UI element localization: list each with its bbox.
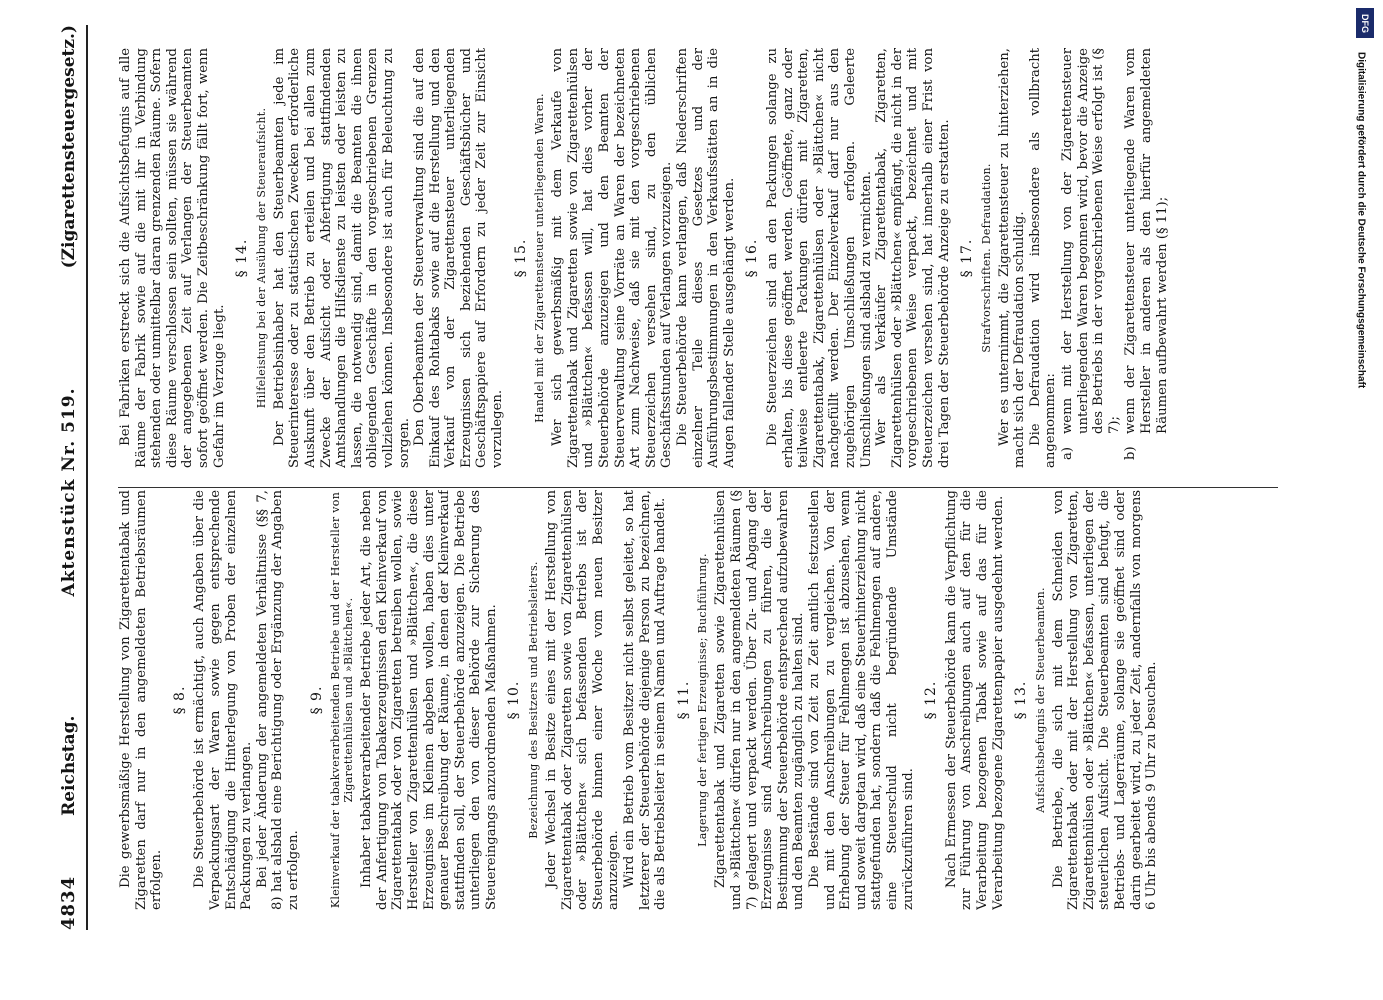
section-number: § 9. xyxy=(308,685,325,715)
header-center-title: Aktenstück Nr. 519. xyxy=(59,387,79,597)
section-heading: Lagerung der fertigen Erzeugnisse; Buchführung. xyxy=(696,553,710,847)
digitization-note xyxy=(1350,8,1372,998)
paragraph: Die Steuerbehörde ist ermächtigt, auch Angaben über die Verpackungsart der Waren sowie gegen entsprechende Entschädigung die Hinterlegung von Proben der einzelnen Packungen zu verlangen. xyxy=(192,490,255,910)
section-number: § 8. xyxy=(171,685,188,715)
column-divider xyxy=(118,487,1278,488)
section-heading: Handel mit der Zigarettensteuer unterliegenden Waren. xyxy=(533,93,547,423)
page-header xyxy=(58,25,86,930)
paragraph: Zigarettentabak und Zigaretten sowie Zigarettenhülsen und »Blättchen« dürfen nur in den angemeldeten Räumen (§ 7) gelagert und verpackt werden. Über Zu- und Abgang der Erzeugnisse sind Anschreibungen zu führen, die der Bestimmung der Steuerbehörde entsprechend aufzubewahren und den Beamten zugänglich zu halten sind. xyxy=(713,490,807,910)
dfg-logo: DFG xyxy=(1356,8,1374,38)
list-item xyxy=(1123,48,1170,468)
section-number: § 13. xyxy=(1013,680,1030,720)
paragraph: Wer es unternimmt, die Zigarettensteuer zu hinterziehen, macht sich der Defraudation schuldig. xyxy=(996,48,1028,468)
header-left-title: Reichstag. xyxy=(59,715,79,816)
paragraph: Wer als Verkäufer Zigarettentabak, Zigaretten, Zigarettenhülsen oder »Blättchen« empfängt, die nicht in der vorgeschriebenen Weise verpackt, bezeichnet und mit Steuerzeichen versehen sind, hat innerhalb einer Frist von drei Tagen der Steuerbehörde Anzeige zu erstatten. xyxy=(874,48,952,468)
right-column xyxy=(118,48,1298,468)
paragraph: Bei Fabriken erstreckt sich die Aufsichtsbefugnis auf alle Räume der Fabrik sowie auf die mit ihr in Verbindung stehenden oder unmittelbar daran grenzenden Räume. Sofern diese Räume verschlossen sein sollten, müssen sie während der angegebenen Zeit auf Verlangen der Steuerbeamten sofort geöffnet werden. Die Zeitbeschränkung fällt fort, wenn Gefahr im Verzuge liegt. xyxy=(118,48,227,468)
paragraph: Inhaber tabakverarbeitender Betriebe jeder Art, die neben der Anfertigung von Tabakerzeugnissen den Kleinverkauf von Zigarettentabak oder von Zigaretten betreiben wollen, sowie Hersteller von Zigarettenhülsen und »Blättchen«, die diese Erzeugnisse im Kleinen abgeben wollen, haben dies unter genauer Beschreibung der Räume, in denen der Kleinverkauf stattfinden soll, der Steuerbehörde anzuzeigen. Die Betriebe unterliegen den von dieser Behörde zur Sicherung des Steuereingangs anzuordnenden Maßnahmen. xyxy=(359,490,499,910)
section-number: § 16. xyxy=(744,238,761,278)
digitization-note-text: Digitalisierung gefördert durch die Deutsche Forschungsgemeinschaft xyxy=(1355,52,1367,389)
paragraph: Wird ein Betrieb vom Besitzer nicht selbst geleitet, so hat letzterer der Steuerbehörde diejenige Person zu bezeichnen, die als Betriebsleiter in seinem Namen und Auftrage handelt. xyxy=(622,490,669,910)
header-rule xyxy=(86,25,88,930)
list-item xyxy=(1060,48,1122,468)
section-number: § 14. xyxy=(234,238,251,278)
section-number: § 17. xyxy=(959,238,976,278)
section-heading: Bezeichnung des Besitzers und Betriebsleiters. xyxy=(527,561,541,839)
list-item-label: a) xyxy=(1060,446,1076,460)
page-number: 4834 xyxy=(58,875,79,930)
paragraph: Die Steuerbehörde kann verlangen, daß Niederschriften einzelner Teile dieses Gesetzes und der Ausführungsbestimmungen in den Verkaufsstätten an in die Augen fallender Stelle ausgehängt werden. xyxy=(675,48,737,468)
list-item-text: wenn der Zigarettensteuer unterliegende Waren vom Hersteller in anderen als den hierfür angemeldeten Räumen aufbewahrt werden (§ 11); xyxy=(1123,48,1170,434)
paragraph: Nach Ermessen der Steuerbehörde kann die Verpflichtung zur Führung von Anschreibungen auch auf den für die Verarbeitung bezogenen Tabak sowie auf das für die Verarbeitung bezogene Zigarettenpapier ausgedehnt werden. xyxy=(943,490,1006,910)
paragraph: Der Betriebsinhaber hat den Steuerbeamten jede im Steuerinteresse oder zu statistischen Zwecken erforderliche Auskunft über den Betrieb zu erteilen und bei allen zum Zwecke der Aufsicht oder Abfertigung stattfindenden Amtshandlungen die Hilfsdienste zu leisten oder leisten zu lassen, die notwendig sind, damit die Beamten die ihnen obliegenden Geschäfte in den vorgeschriebenen Grenzen vollziehen können. Insbesondere ist auch für Beleuchtung zu sorgen. xyxy=(271,48,412,468)
section-heading: Hilfeleistung bei der Ausübung der Steueraufsicht. xyxy=(254,107,268,409)
section-heading: Strafvorschriften. Defraudation. xyxy=(979,163,993,353)
paragraph: Jeder Wechsel in Besitze eines mit der Herstellung von Zigarettentabak oder Zigaretten sowie von Zigarettenhülsen oder »Blättchen« sich befassenden Betriebs ist der Steuerbehörde binnen einer Woche vom neuen Besitzer anzuzeigen. xyxy=(544,490,622,910)
paragraph: Die Defraudation wird insbesondere als vollbracht angenommen: xyxy=(1027,48,1059,468)
paragraph: Die Betriebe, die sich mit dem Schneiden von Zigarettentabak oder mit der Herstellung von Zigaretten, Zigarettenhülsen oder »Blättchen« befassen, unterliegen der steuerlichen Aufsicht. Die Steuerbeamten sind befugt, die Betriebs- und Lagerräume, solange sie geöffnet sind oder darin gearbeitet wird, zu jeder Zeit, andernfalls von morgens 6 Uhr bis abends 9 Uhr zu besuchen. xyxy=(1050,490,1160,910)
paragraph: Die Steuerzeichen sind an den Packungen solange zu erhalten, bis diese geöffnet werden. Geöffnete, ganz oder teilweise entleerte Packungen dürfen mit Zigaretten, Zigarettentabak, Zigarettenhülsen oder »Blättchen« nicht nachgefüllt werden. Der Einzelverkauf darf nur aus den zugehörigen Umschließungen erfolgen. Geleerte Umschließungen sind alsbald zu vernichten. xyxy=(764,48,874,468)
left-column xyxy=(118,490,1298,910)
header-right-title: (Zigarettensteuergesetz.) xyxy=(59,25,79,269)
list-item-label: b) xyxy=(1123,446,1139,460)
section-number: § 11. xyxy=(675,680,692,720)
section-heading: Kleinverkauf der tabakverarbeitenden Betriebe und der Hersteller von Zigarettenhülsen und »Blättchen«. xyxy=(329,491,356,909)
paragraph: Bei jeder Änderung der angemeldeten Verhältnisse (§§ 7, 8) hat alsbald eine Berichtigung oder Ergänzung der Angaben zu erfolgen. xyxy=(254,490,301,910)
section-number: § 12. xyxy=(923,680,940,720)
paragraph: Die Bestände sind von Zeit zu Zeit amtlich festzustellen und mit den Anschreibungen zu vergleichen. Von der Erhebung der Steuer für Fehlmengen ist abzusehen, wenn und soweit dargetan wird, daß eine Steuerhinterziehung nicht stattgefunden hat, sondern daß die Fehlmengen auf andere, eine Steuerschuld nicht begründende Umstände zurückzuführen sind. xyxy=(806,490,916,910)
paragraph: Wer sich gewerbsmäßig mit dem Verkaufe von Zigarettentabak und Zigaretten sowie von Zigarettenhülsen und »Blättchen« befassen will, hat dies vorher der Steuerbehörde anzuzeigen und den Beamten der Steuerverwaltung seine Vorräte an Waren der bezeichneten Art zum Nachweise, daß sie mit den vorgeschriebenen Steuerzeichen versehen sind, zu den üblichen Geschäftsstunden auf Verlangen vorzuzeigen. xyxy=(550,48,675,468)
list-item-text: wenn mit der Herstellung von der Zigarettensteuer unterliegenden Waren begonnen wird, bevor die Anzeige des Betriebs in der vorgeschriebenen Weise erfolgt ist (§ 7); xyxy=(1060,48,1122,434)
paragraph: Die gewerbsmäßige Herstellung von Zigarettentabak und Zigaretten darf nur in den angemeldeten Betriebsräumen erfolgen. xyxy=(118,490,165,910)
section-heading: Aufsichtsbefugnis der Steuerbeamten. xyxy=(1033,587,1047,813)
paragraph: Den Oberbeamten der Steuerverwaltung sind die auf den Einkauf des Rohtabaks sowie auf die Herstellung und den Verkauf von der Zigarettensteuer unterliegenden Erzeugnissen sich beziehenden Geschäftsbücher und Geschäftspapiere auf Erfordern zu jeder Zeit zur Einsicht vorzulegen. xyxy=(412,48,506,468)
section-number: § 10. xyxy=(506,680,523,720)
section-number: § 15. xyxy=(512,238,529,278)
